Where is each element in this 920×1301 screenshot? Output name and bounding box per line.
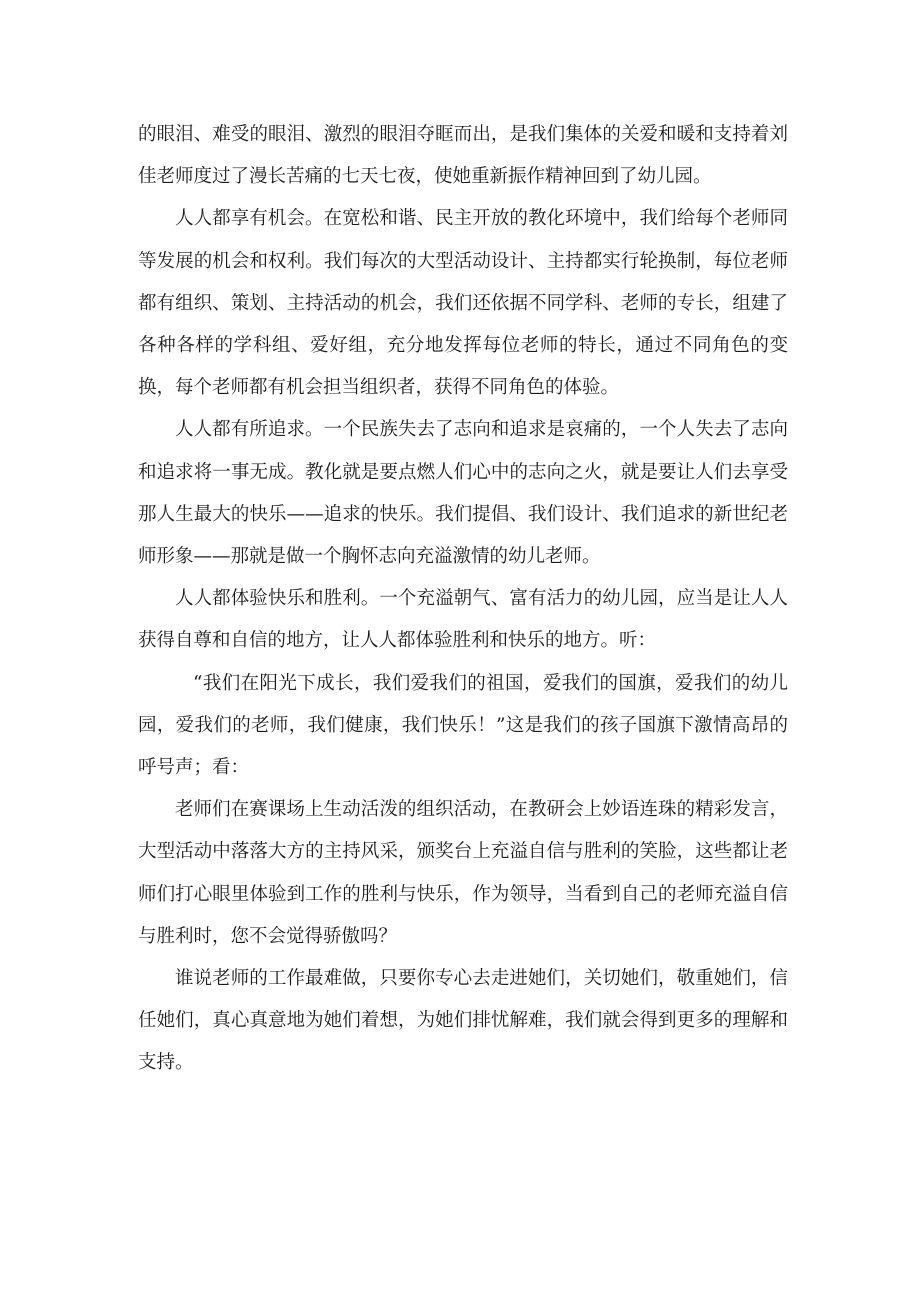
paragraph-joy-success: 人人都体验快乐和胜利。一个充溢朝气、富有活力的幼儿园，应当是让人人获得自尊和自信的地方，让人人都体验胜利和快乐的地方。听：: [138, 588, 788, 652]
paragraph-conclusion: 谁说老师的工作最难做，只要你专心去走进她们，关切她们，敬重她们，信任她们，真心真意地为她们着想，为她们排忧解难，我们就会得到更多的理解和支持。: [138, 968, 788, 1074]
paragraph-opportunity: 人人都享有机会。在宽松和谐、民主开放的教化环境中，我们给每个老师同等发展的机会和权利。我们每次的大型活动设计、主持都实行轮换制，每位老师都有组织、策划、主持活动的机会，我们还依据不同学科、老师的专长，组建了各种各样的学科组、爱好组，充分地发挥每位老师的特长，通过不同角色的变换，每个老师都有机会担当组织者，获得不同角色的体验。: [138, 208, 788, 399]
paragraph-continuation: 的眼泪、难受的眼泪、激烈的眼泪夺眶而出，是我们集体的关爱和暖和支持着刘佳老师度过了漫长苦痛的七天七夜，使她重新振作精神回到了幼儿园。: [138, 124, 788, 188]
paragraph-teachers-activities: 老师们在赛课场上生动活泼的组织活动，在教研会上妙语连珠的精彩发言，大型活动中落落大方的主持风采，颁奖台上充溢自信与胜利的笑脸，这些都让老师们打心眼里体验到工作的胜利与快乐，作为领导，当看到自己的老师充溢自信与胜利时，您不会觉得骄傲吗？: [138, 799, 788, 947]
document-body: [138, 114, 788, 1085]
paragraph-children-quote: “我们在阳光下成长，我们爱我们的祖国，爱我们的国旗，爱我们的幼儿园，爱我们的老师，我们健康，我们快乐！”这是我们的孩子国旗下激情高昂的呼号声；看：: [138, 672, 788, 779]
paragraph-pursuit: 人人都有所追求。一个民族失去了志向和追求是哀痛的，一个人失去了志向和追求将一事无成。教化就是要点燃人们心中的志向之火，就是要让人们去享受那人生最大的快乐——追求的快乐。我们提倡、我们设计、我们追求的新世纪老师形象——那就是做一个胸怀志向充溢激情的幼儿老师。: [138, 419, 788, 568]
